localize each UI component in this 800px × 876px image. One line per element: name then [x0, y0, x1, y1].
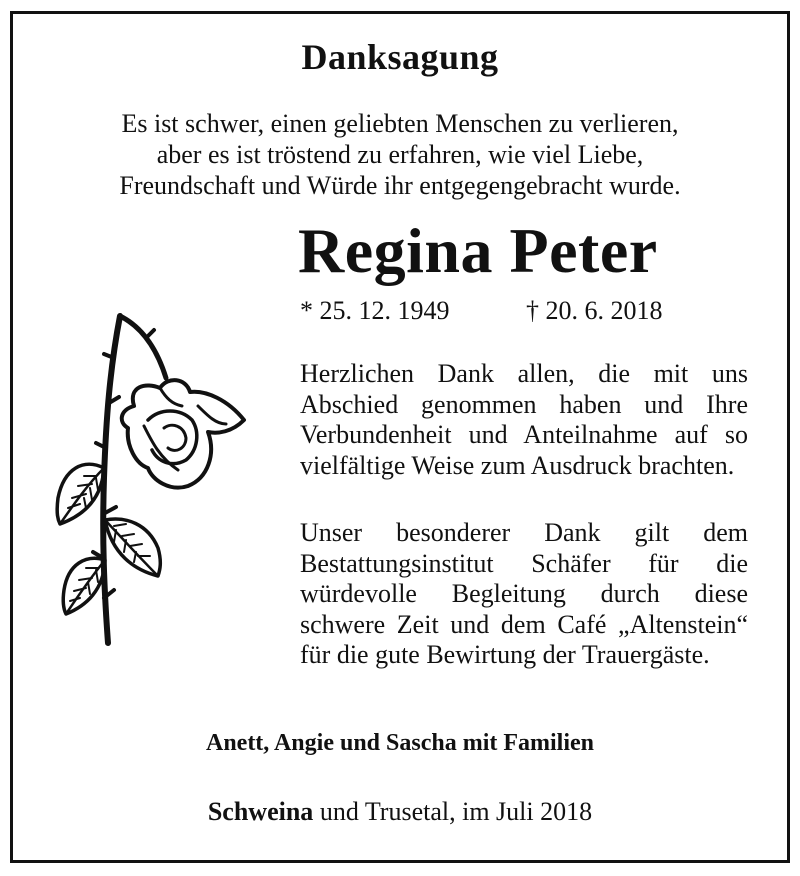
intro-line: Freundschaft und Würde ihr entgegengebracht wurde.	[119, 171, 681, 200]
intro-text	[60, 108, 740, 201]
death-date: † 20. 6. 2018	[526, 296, 663, 325]
place-date	[0, 797, 800, 827]
signers: Anett, Angie und Sascha mit Familien	[205, 730, 595, 756]
special-thanks-paragraph: Unser besonderer Dank gilt dem Bestattungsinstitut Schäfer für die würdevolle Begleitung durch diese schwere Zeit und dem Café „Altenstein“ für die gute Bewirtung der Trauergäste.	[300, 518, 748, 669]
life-dates	[300, 296, 663, 326]
intro-line: Es ist schwer, einen geliebten Menschen zu verlieren,	[121, 109, 679, 138]
place-date-rest: und Trusetal, im Juli 2018	[313, 797, 593, 826]
intro-line: aber es ist tröstend zu erfahren, wie viel Liebe,	[156, 140, 644, 169]
birth-date: * 25. 12. 1949	[300, 296, 450, 325]
place-name: Schweina	[207, 797, 314, 826]
wilted-rose-icon	[48, 308, 258, 653]
page-title: Danksagung	[301, 37, 499, 77]
thanks-paragraph: Herzlichen Dank allen, die mit uns Abschied genommen haben und Ihre Verbundenheit und Anteilnahme auf so vielfältige Weise zum Ausdruck brachten.	[300, 359, 748, 480]
deceased-name: Regina Peter	[298, 215, 658, 286]
